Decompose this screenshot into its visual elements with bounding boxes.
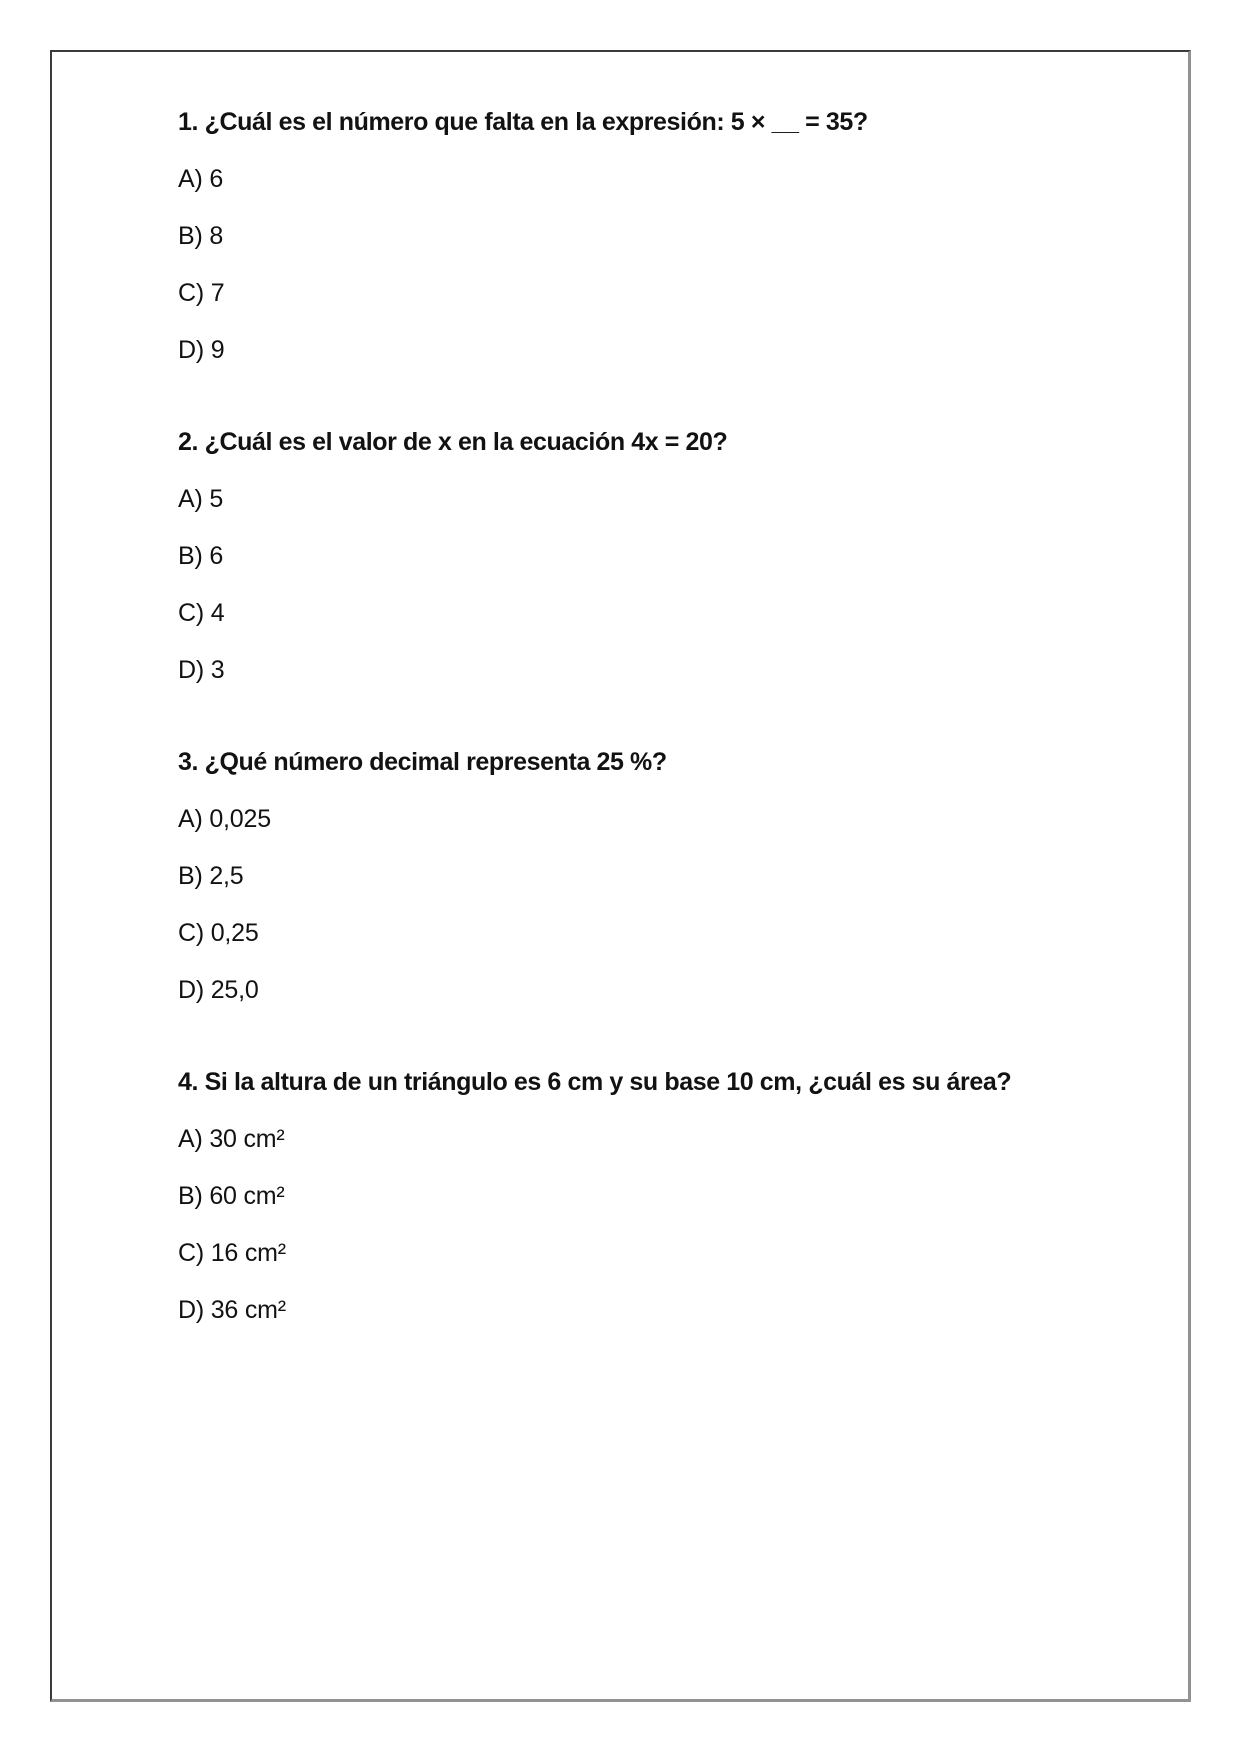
option-b: B) 6: [178, 542, 224, 570]
option-d: D) 9: [178, 336, 225, 364]
option-c: C) 7: [178, 279, 225, 307]
option-a: A) 30 cm²: [178, 1125, 285, 1153]
question-block-3: [178, 746, 1158, 1007]
option-d: D) 3: [178, 656, 225, 684]
option-d: D) 36 cm²: [178, 1296, 286, 1324]
question-title: 4. Si la altura de un triángulo es 6 cm y su base 10 cm, ¿cuál es su área?: [178, 1068, 1012, 1096]
option-d: D) 25,0: [178, 976, 259, 1004]
option-a: A) 6: [178, 165, 224, 193]
option-c: C) 16 cm²: [178, 1239, 286, 1267]
question-title: 2. ¿Cuál es el valor de x en la ecuación 4x = 20?: [178, 428, 728, 456]
page-border-frame: [50, 50, 1191, 1702]
option-b: B) 8: [178, 222, 224, 250]
question-block-4: [178, 1066, 1158, 1327]
question-block-1: [178, 106, 1158, 367]
option-b: B) 2,5: [178, 862, 244, 890]
question-block-2: [178, 426, 1158, 687]
option-a: A) 0,025: [178, 805, 271, 833]
question-title: 3. ¿Qué número decimal representa 25 %?: [178, 748, 667, 776]
question-title: 1. ¿Cuál es el número que falta en la expresión: 5 × __ = 35?: [178, 108, 868, 136]
option-c: C) 4: [178, 599, 225, 627]
option-a: A) 5: [178, 485, 224, 513]
option-c: C) 0,25: [178, 919, 259, 947]
option-b: B) 60 cm²: [178, 1182, 285, 1210]
